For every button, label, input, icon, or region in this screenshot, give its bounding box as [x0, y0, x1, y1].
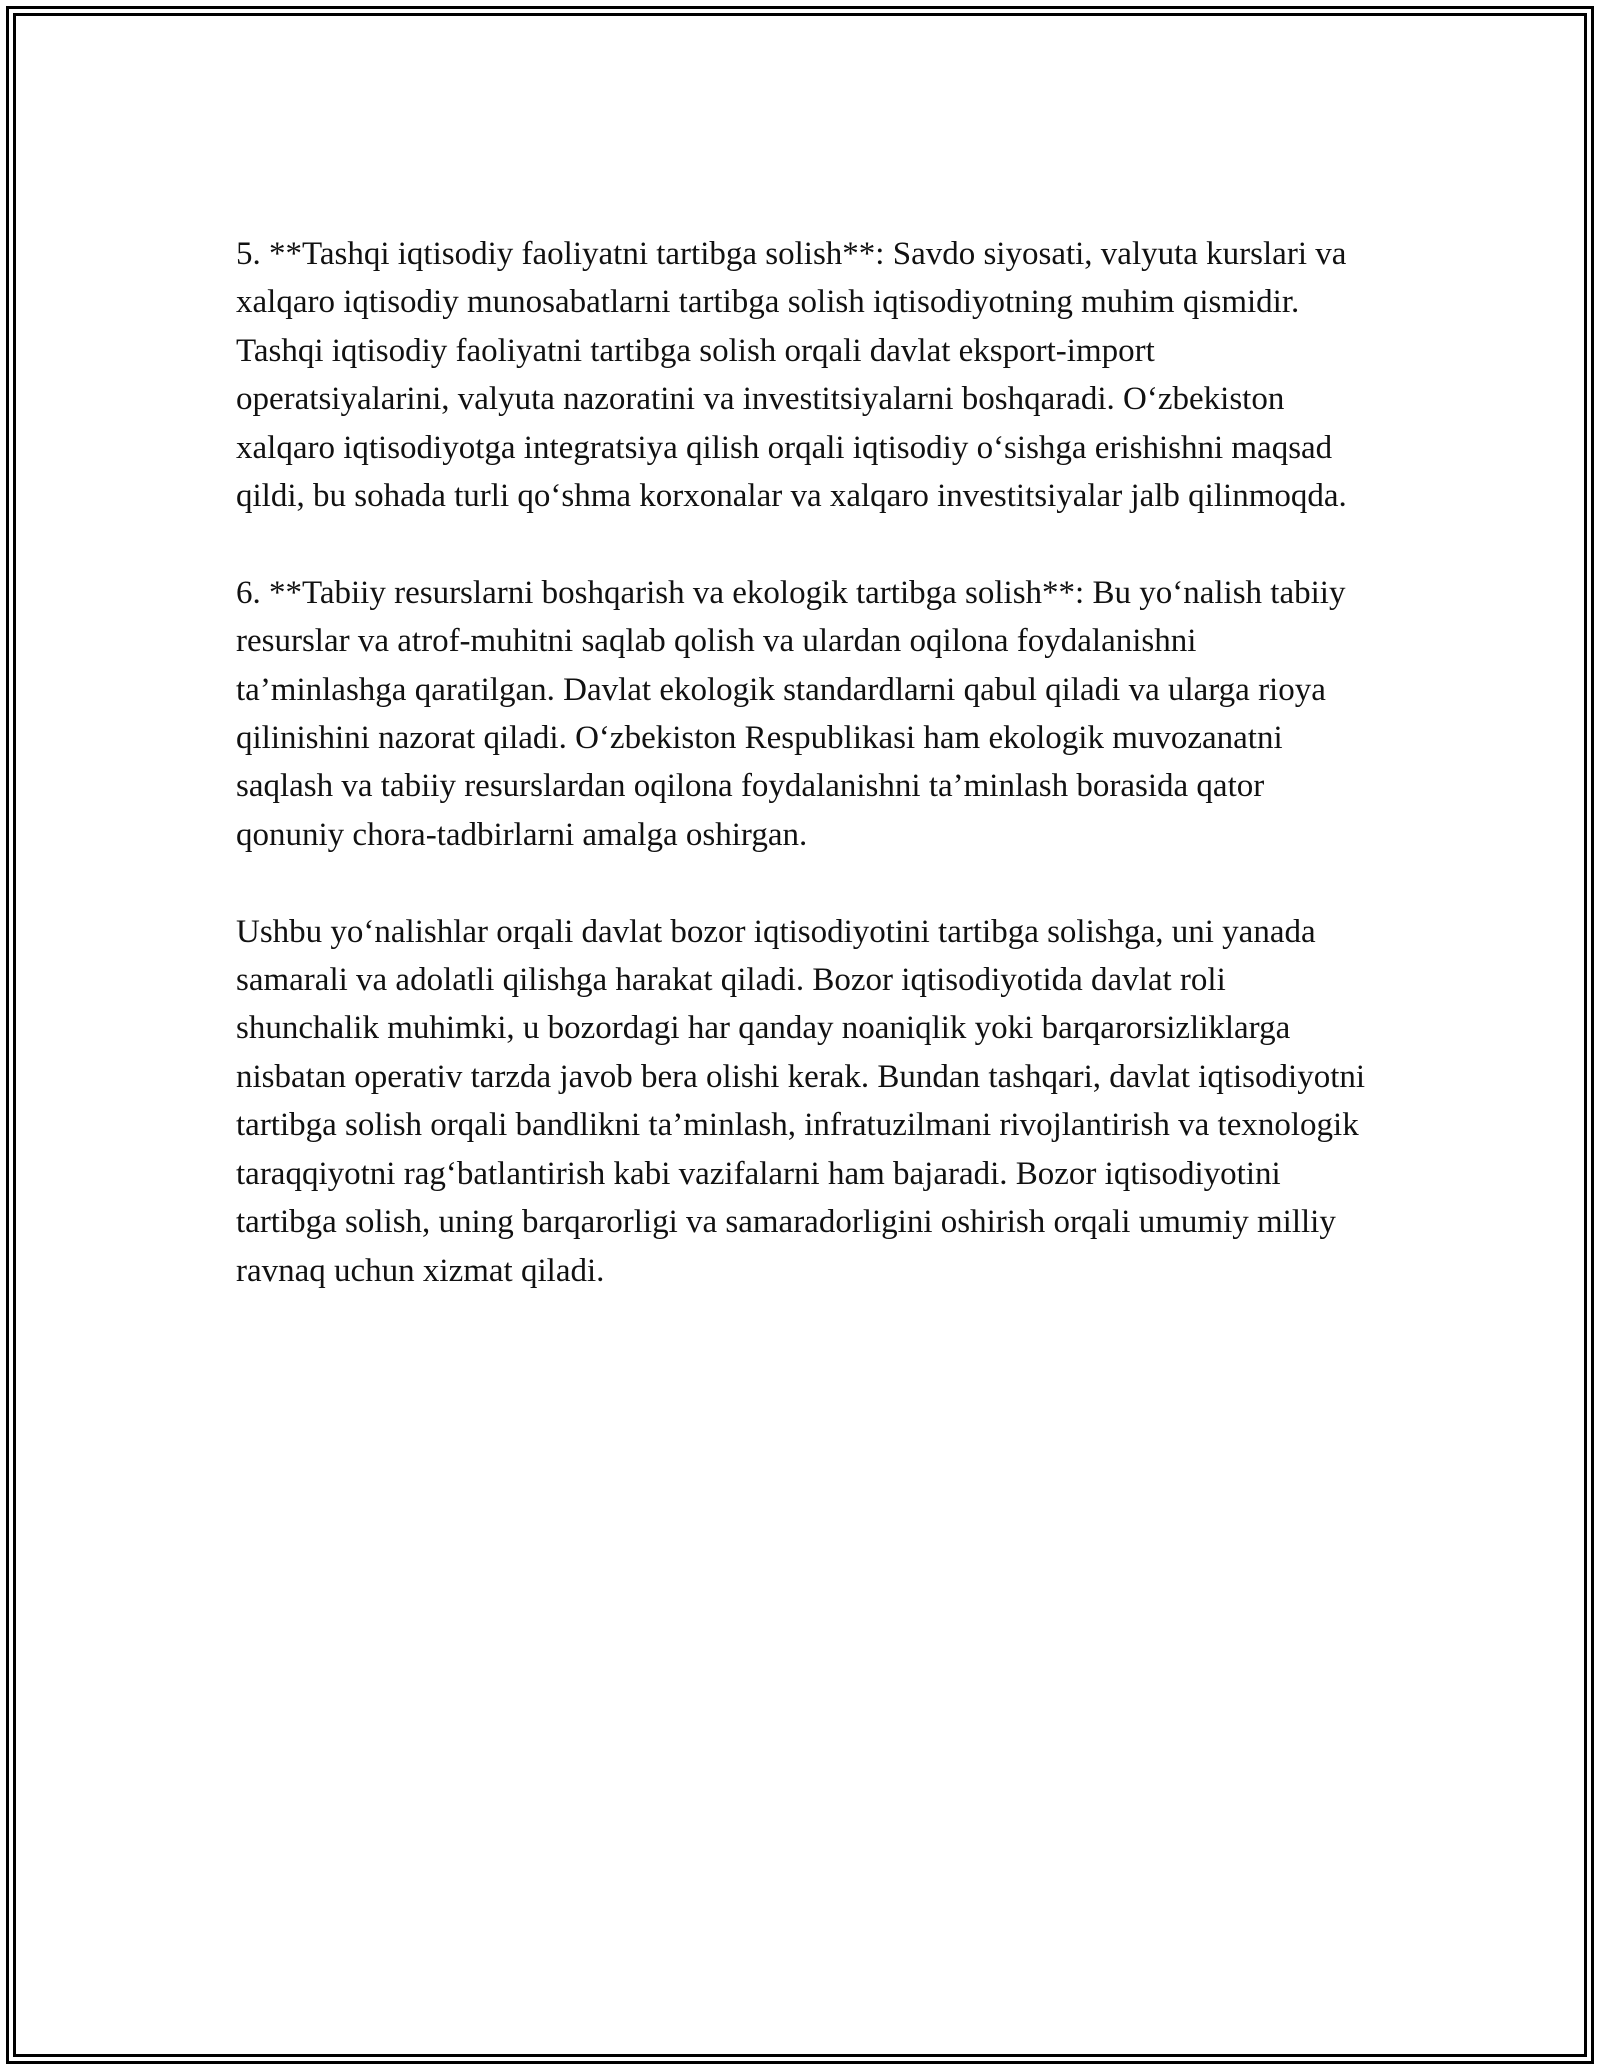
paragraph-natural-resources-regulation: 6. **Tabiiy resurslarni boshqarish va ekologik tartibga solish**: Bu yo‘nalish tabiiy resurslar va atrof-muhitni saqlab qolish va ulardan oqilona foydalanishni ta’minlashga qaratilgan. Davlat ekologik standardlarni qabul qiladi va ularga rioya qilinishini nazorat qiladi. O‘zbekiston Respublikasi ham ekologik muvozanatni saqlash va tabiiy resurslardan oqilona foydalanishni ta’minlash borasida qator qonuniy chora-tadbirlarni amalga oshirgan. [236, 574, 1346, 853]
paragraph-foreign-economic-regulation: 5. **Tashqi iqtisodiy faoliyatni tartibga solish**: Savdo siyosati, valyuta kurslari va xalqaro iqtisodiy munosabatlarni tartibga solish iqtisodiyotning muhim qismidir. Tashqi iqtisodiy faoliyatni tartibga solish orqali davlat eksport-import operatsiyalarini, valyuta nazoratini va investitsiyalarni boshqaradi. O‘zbekiston xalqaro iqtisodiyotga integratsiya qilish orqali iqtisodiy o‘sishga erishishni maqsad qildi, bu sohada turli qo‘shma korxonalar va xalqaro investitsiyalar jalb qilinmoqda. [236, 236, 1347, 515]
paragraph-conclusion: Ushbu yo‘nalishlar orqali davlat bozor iqtisodiyotini tartibga solishga, uni yanada samarali va adolatli qilishga harakat qiladi. Bozor iqtisodiyotida davlat roli shunchalik muhimki, u bozordagi har qanday noaniqlik yoki barqarorsizliklarga nisbatan operativ tarzda javob bera olishi kerak. Bundan tashqari, davlat iqtisodiyotni tartibga solish orqali bandlikni ta’minlash, infratuzilmani rivojlantirish va texnologik taraqqiyotni rag‘batlantirish kabi vazifalarni ham bajaradi. Bozor iqtisodiyotini tartibga solish, uning barqarorligi va samaradorligini oshirish orqali umumiy milliy ravnaq uchun xizmat qiladi. [236, 913, 1366, 1289]
document-body [236, 230, 1366, 1343]
